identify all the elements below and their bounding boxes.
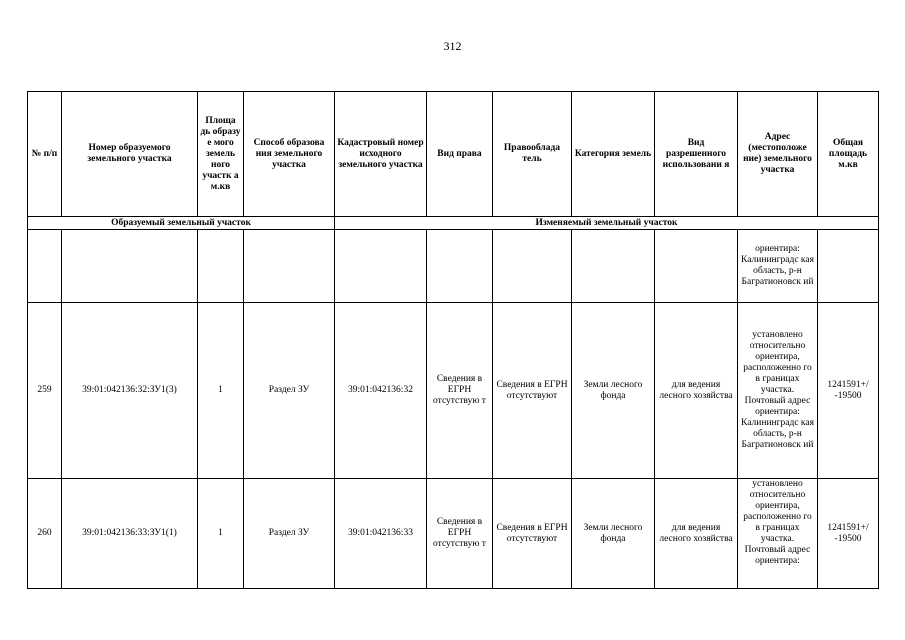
- header-owner: Правооблада тель: [493, 92, 572, 217]
- cell-cadastral: [335, 230, 427, 303]
- header-category: Категория земель: [572, 92, 655, 217]
- cell-address: ориентира: Калининградс кая область, р-н Багратионовск ий: [738, 230, 818, 303]
- header-total-area: Общая площадь м.кв: [818, 92, 879, 217]
- header-num: № п/п: [28, 92, 62, 217]
- cell-area: [198, 230, 244, 303]
- cell-parcel: 39:01:042136:33:ЗУ1(1): [62, 479, 198, 589]
- cell-owner: Сведения в ЕГРН отсутствуют: [493, 303, 572, 479]
- header-row: [28, 92, 879, 217]
- header-area: Площа дь образу е мого земель ного участк а м.кв: [198, 92, 244, 217]
- cell-use: [655, 230, 738, 303]
- cell-method: Раздел ЗУ: [244, 479, 335, 589]
- cell-num: 260: [28, 479, 62, 589]
- header-parcel-number: Номер образуемого земельного участка: [62, 92, 198, 217]
- cell-num: [28, 230, 62, 303]
- cell-parcel: 39:01:042136:32:ЗУ1(3): [62, 303, 198, 479]
- table-row: [28, 230, 879, 303]
- cell-cadastral: 39:01:042136:33: [335, 479, 427, 589]
- table-row: [28, 303, 879, 479]
- header-address: Адрес (местоположе ние) земельного участка: [738, 92, 818, 217]
- page-number: 312: [443, 39, 462, 53]
- header-cadastral: Кадастровый номер исходного земельного участка: [335, 92, 427, 217]
- header-right-type: Вид права: [427, 92, 493, 217]
- cell-num: 259: [28, 303, 62, 479]
- cell-method: [244, 230, 335, 303]
- cell-category: Земли лесного фонда: [572, 479, 655, 589]
- cell-total: [818, 230, 879, 303]
- cell-right: [427, 230, 493, 303]
- cell-right: Сведения в ЕГРН отсутствую т: [427, 303, 493, 479]
- cell-use: для ведения лесного хозяйства: [655, 303, 738, 479]
- cell-cadastral: 39:01:042136:32: [335, 303, 427, 479]
- cell-area: 1: [198, 479, 244, 589]
- cell-owner: [493, 230, 572, 303]
- cell-method: Раздел ЗУ: [244, 303, 335, 479]
- cell-use: для ведения лесного хозяйства: [655, 479, 738, 589]
- section-formed: Образуемый земельный участок: [28, 217, 335, 230]
- cell-right: Сведения в ЕГРН отсутствую т: [427, 479, 493, 589]
- cell-address: установлено относительно ориентира, расположенно го в границах участка. Почтовый адрес ориентира: Калининградс кая область, р-н Багратионовск ий: [738, 303, 818, 479]
- table-row: [28, 479, 879, 589]
- cell-parcel: [62, 230, 198, 303]
- cell-address: установлено относительно ориентира, расположенно го в границах участка. Почтовый адрес ориентира:: [738, 479, 818, 589]
- land-parcel-table: [27, 91, 879, 589]
- cell-area: 1: [198, 303, 244, 479]
- cell-total: 1241591+/ -19500: [818, 303, 879, 479]
- header-method: Способ образова ния земельного участка: [244, 92, 335, 217]
- cell-category: Земли лесного фонда: [572, 303, 655, 479]
- cell-total: 1241591+/ -19500: [818, 479, 879, 589]
- cell-owner: Сведения в ЕГРН отсутствуют: [493, 479, 572, 589]
- section-row: [28, 217, 879, 230]
- cell-category: [572, 230, 655, 303]
- section-changed: Изменяемый земельный участок: [335, 217, 879, 230]
- header-permitted-use: Вид разрешенного использовани я: [655, 92, 738, 217]
